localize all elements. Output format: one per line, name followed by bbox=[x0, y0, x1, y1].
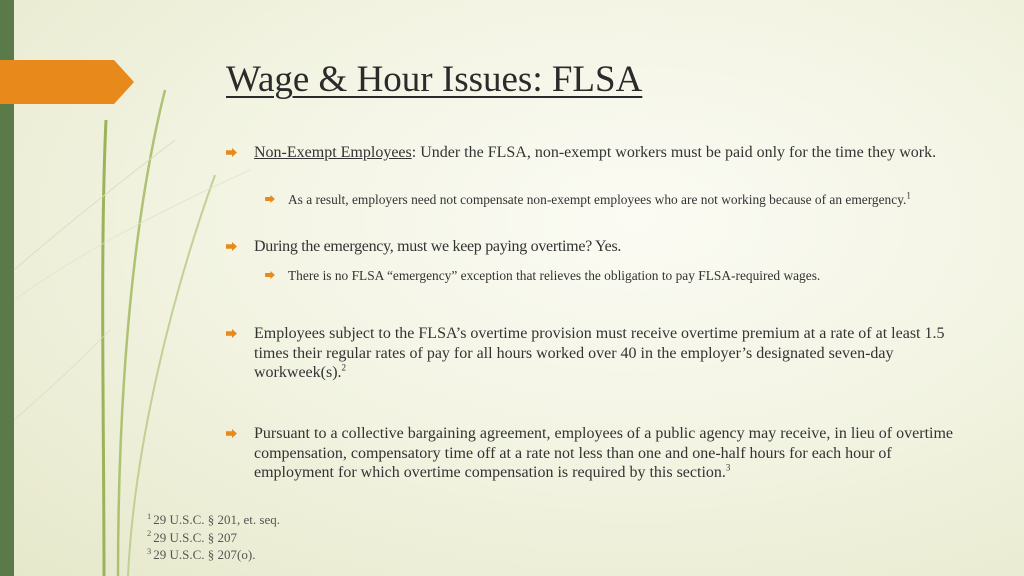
bullet-comp-time bbox=[254, 424, 974, 483]
bullet-body: Employees subject to the FLSA’s overtime provision must receive overtime premium at a rate of at least 1.5 times their regular rates of pay for all hours worked over 40 in the employer’s designated seven-day workweek(s). bbox=[254, 325, 945, 381]
arrow-bullet-icon bbox=[226, 429, 237, 438]
bullet-text bbox=[254, 424, 974, 483]
bullet-body: During the emergency, must we keep paying overtime? Yes. bbox=[254, 238, 622, 255]
bullet-text bbox=[254, 143, 974, 163]
arrow-bullet-icon bbox=[265, 271, 275, 279]
slide-title: Wage & Hour Issues: FLSA bbox=[226, 59, 643, 100]
footnote-ref: 2 bbox=[341, 362, 347, 373]
footnote-text: 29 U.S.C. § 207 bbox=[153, 529, 238, 545]
arrow-bullet-icon bbox=[265, 195, 275, 203]
footnote-text: 29 U.S.C. § 201, et. seq. bbox=[153, 512, 280, 527]
bullet-body: As a result, employers need not compensate non-exempt employees who are not working because of an emergency. bbox=[288, 192, 907, 207]
bullet-body: : Under the FLSA, non-exempt workers must be paid only for the time they work. bbox=[411, 144, 937, 161]
bullet-body: Pursuant to a collective bargaining agreement, employees of a public agency may receive, in lieu of overtime compensation, compensatory time off at a rate not less than one and one-half hours for each hour of employment for which overtime compensation is required by this section. bbox=[254, 425, 953, 481]
footnote-line bbox=[147, 546, 280, 564]
footnote-number: 2 bbox=[147, 528, 152, 539]
arrow-bullet-icon bbox=[226, 242, 237, 251]
bullet-non-exempt bbox=[254, 143, 974, 163]
sub-bullet-compensate bbox=[288, 191, 968, 209]
term-non-exempt: Non-Exempt Employees bbox=[254, 144, 412, 161]
sub-bullet-no-exception bbox=[288, 267, 968, 285]
arrow-bullet-icon bbox=[226, 329, 237, 338]
footnote-ref: 1 bbox=[906, 190, 911, 201]
bullet-text bbox=[288, 191, 968, 209]
bullet-text bbox=[254, 324, 974, 383]
footnote-ref: 3 bbox=[725, 462, 731, 473]
footnote-line bbox=[147, 511, 280, 529]
accent-tab bbox=[0, 60, 134, 104]
bullet-body: There is no FLSA “emergency” exception that relieves the obligation to pay FLSA-required wages. bbox=[288, 268, 821, 283]
bullet-overtime-provision bbox=[254, 324, 974, 383]
footnote-number: 1 bbox=[147, 510, 152, 521]
bullet-overtime-question bbox=[254, 237, 974, 257]
footnote-number: 3 bbox=[147, 545, 152, 556]
footnote-text: 29 U.S.C. § 207(o). bbox=[153, 547, 256, 562]
footnote-line bbox=[147, 529, 280, 547]
arrow-bullet-icon bbox=[226, 148, 237, 157]
footnotes bbox=[147, 511, 280, 564]
